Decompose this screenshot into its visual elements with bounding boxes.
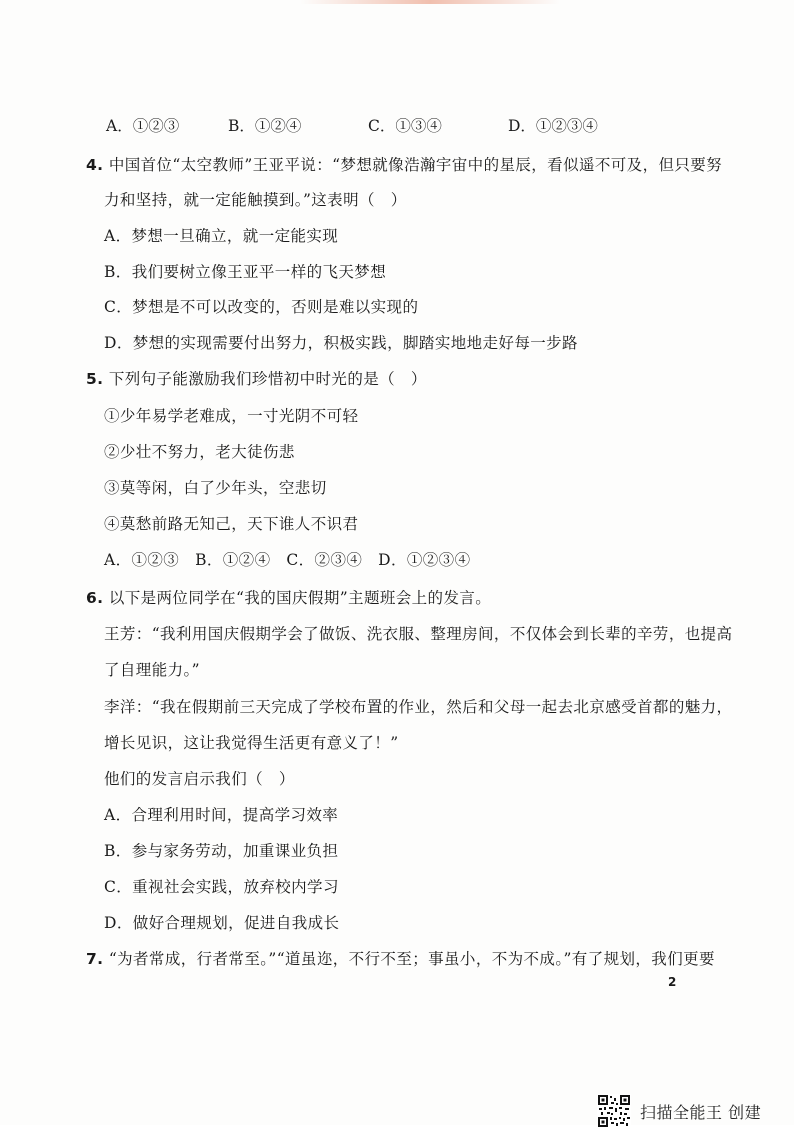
q6-option-b: B．参与家务劳动，加重课业负担 bbox=[104, 842, 339, 860]
q5-item-1: ①少年易学老难成，一寸光阴不可轻 bbox=[104, 407, 359, 425]
q4-option-b: B．我们要树立像王亚平一样的飞天梦想 bbox=[104, 263, 387, 281]
q5-item-4: ④莫愁前路无知己，天下谁人不识君 bbox=[104, 515, 359, 533]
q6-option-c: C．重视社会实践，放弃校内学习 bbox=[104, 878, 339, 896]
q6-stem bbox=[86, 588, 491, 608]
q5-item-3: ③莫等闲，白了少年头，空悲切 bbox=[104, 479, 327, 497]
q5-options: A．①②③ B．①②④ C．②③④ D．①②③④ bbox=[104, 551, 471, 569]
q6-liyang-line1: 李洋：“我在假期前三天完成了学校布置的作业，然后和父母一起去北京感受首都的魅力， bbox=[104, 698, 733, 716]
q6-wangfang-line1: 王芳：“我利用国庆假期学会了做饭、洗衣服、整理房间，不仅体会到长辈的辛劳，也提高 bbox=[104, 625, 733, 643]
q7-number: 7. bbox=[86, 950, 104, 968]
q6-stem-text: 以下是两位同学在“我的国庆假期”主题班会上的发言。 bbox=[108, 589, 492, 607]
q4-stem-line1 bbox=[86, 155, 722, 175]
q6-wangfang-line2: 了自理能力。” bbox=[104, 661, 200, 679]
q4-stem-line2: 力和坚持，就一定能触摸到。”这表明（ ） bbox=[104, 191, 407, 209]
q7-stem-text: “为者常成，行者常至。”“道虽迩，不行不至；事虽小，不为不成。”有了规划，我们更要 bbox=[108, 950, 715, 968]
q6-option-a: A．合理利用时间，提高学习效率 bbox=[104, 806, 339, 824]
q4-number: 4. bbox=[86, 156, 104, 174]
q6-liyang-line2: 增长见识，这让我觉得生活更有意义了！” bbox=[104, 734, 399, 752]
q4-option-d: D．梦想的实现需要付出努力，积极实践，脚踏实地地走好每一步路 bbox=[104, 334, 578, 352]
q3-option-c: C．①③④ bbox=[368, 117, 442, 135]
qr-code-icon bbox=[597, 1094, 631, 1128]
q5-stem bbox=[86, 369, 427, 389]
scan-edge-smudge bbox=[300, 0, 560, 4]
q4-stem-text: 中国首位“太空教师”王亚平说：“梦想就像浩瀚宇宙中的星辰，看似遥不可及，但只要努 bbox=[108, 156, 723, 174]
q5-number: 5. bbox=[86, 370, 104, 388]
q3-option-a: A．①②③ bbox=[106, 117, 180, 135]
scanner-watermark-label: 扫描全能王 创建 bbox=[640, 1103, 762, 1122]
q6-option-d: D．做好合理规划，促进自我成长 bbox=[104, 914, 340, 932]
q4-option-a: A．梦想一旦确立，就一定能实现 bbox=[104, 227, 339, 245]
q6-question: 他们的发言启示我们（ ） bbox=[104, 770, 295, 788]
q3-option-b: B．①②④ bbox=[228, 117, 302, 135]
page-number: 2 bbox=[668, 975, 677, 989]
q3-option-d: D．①②③④ bbox=[508, 117, 598, 135]
q5-item-2: ②少壮不努力，老大徒伤悲 bbox=[104, 443, 295, 461]
q5-stem-text: 下列句子能激励我们珍惜初中时光的是（ ） bbox=[108, 370, 427, 388]
q6-number: 6. bbox=[86, 589, 104, 607]
q7-stem-line1 bbox=[86, 949, 715, 969]
q4-option-c: C．梦想是不可以改变的，否则是难以实现的 bbox=[104, 298, 419, 316]
